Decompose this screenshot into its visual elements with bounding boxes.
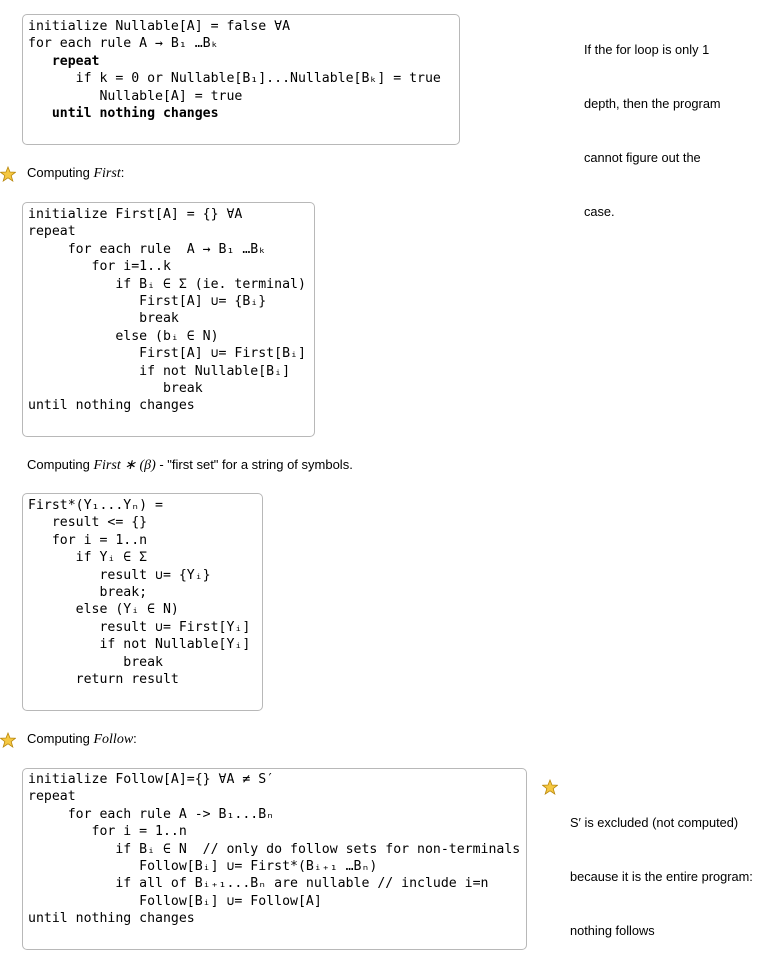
code-line: initialize Nullable[A] = false ∀A — [28, 19, 291, 34]
code-line: result ∪= First[Yᵢ] — [28, 619, 251, 635]
code-line: if Yᵢ ∈ Σ — [28, 550, 148, 566]
code-line: break; — [28, 584, 148, 600]
follow-code-block — [28, 771, 520, 928]
note-line: S′ is excluded (not computed) — [570, 815, 739, 830]
star-icon[interactable] — [542, 779, 558, 795]
code-line: Follow[Bᵢ] ∪= First*(Bᵢ₊₁ …Bₙ) — [28, 858, 378, 874]
code-line: break — [28, 380, 203, 396]
code-line: if k = 0 or Nullable[B₁]...Nullable[Bₖ] = true — [28, 71, 441, 87]
heading-prefix: Computing — [27, 731, 94, 746]
code-line: break — [28, 654, 163, 670]
code-line: if Bᵢ ∈ Σ (ie. terminal) — [28, 276, 306, 292]
heading-suffix: - "first set" for a string of symbols. — [155, 457, 353, 472]
code-line: result <= {} — [28, 515, 148, 531]
code-line: if Bᵢ ∈ N // only do follow sets for non-terminals — [28, 841, 521, 857]
star-icon[interactable] — [0, 732, 16, 748]
nullable-code-block — [28, 18, 441, 122]
code-line: until nothing changes — [28, 398, 195, 414]
first-code-block — [28, 206, 306, 415]
first-heading — [27, 165, 124, 182]
code-line: initialize Follow[A]={} ∀A ≠ S′ — [28, 772, 275, 787]
code-line: repeat — [28, 224, 76, 240]
code-line: return result — [28, 671, 179, 687]
heading-term: First — [93, 166, 121, 181]
heading-prefix: Computing — [27, 457, 94, 472]
code-line: else (bᵢ ∈ N) — [28, 328, 219, 344]
note-line: cannot figure out the — [584, 150, 701, 165]
code-line: for i = 1..n — [28, 532, 148, 548]
code-line: First[A] ∪= First[Bᵢ] — [28, 346, 306, 362]
code-line: for each rule A → B₁ …Bₖ — [28, 36, 219, 52]
code-line: until nothing changes — [28, 911, 195, 927]
code-line: First[A] ∪= {Bᵢ} — [28, 293, 267, 309]
heading-term: First ∗ (β) — [93, 458, 156, 473]
code-line: if not Nullable[Yᵢ] — [28, 637, 251, 653]
follow-note — [570, 778, 753, 958]
code-line: until nothing changes — [28, 105, 219, 121]
note-line: nothing follows — [570, 923, 655, 938]
code-line: result ∪= {Yᵢ} — [28, 567, 211, 583]
follow-heading — [27, 731, 137, 748]
star-icon[interactable] — [0, 166, 16, 182]
code-line: repeat — [28, 789, 76, 805]
heading-prefix: Computing — [27, 165, 94, 180]
code-line: initialize First[A] = {} ∀A — [28, 207, 243, 222]
code-line: if all of Bᵢ₊₁...Bₙ are nullable // include i=n — [28, 876, 489, 892]
code-line: repeat — [28, 53, 100, 69]
code-line: for each rule A → B₁ …Bₖ — [28, 241, 267, 257]
note-line: If the for loop is only 1 — [584, 42, 710, 57]
code-line: else (Yᵢ ∈ N) — [28, 602, 179, 618]
code-line: break — [28, 311, 179, 327]
note-line: case. — [584, 204, 615, 219]
code-line: for i=1..k — [28, 259, 171, 275]
code-line: Nullable[A] = true — [28, 88, 243, 104]
loop-depth-note — [584, 5, 721, 239]
code-line: for each rule A -> B₁...Bₙ — [28, 806, 275, 822]
code-line: Follow[Bᵢ] ∪= Follow[A] — [28, 893, 322, 909]
code-line: for i = 1..n — [28, 824, 187, 840]
heading-suffix: : — [133, 731, 137, 746]
note-line: depth, then the program — [584, 96, 721, 111]
firststar-code-block — [28, 497, 250, 688]
heading-suffix: : — [120, 165, 125, 180]
code-line: First*(Y₁...Yₙ) = — [28, 498, 163, 513]
heading-term: Follow — [93, 732, 134, 747]
firststar-heading — [27, 457, 353, 474]
note-line: because it is the entire program: — [570, 869, 753, 884]
code-line: if not Nullable[Bᵢ] — [28, 363, 291, 379]
